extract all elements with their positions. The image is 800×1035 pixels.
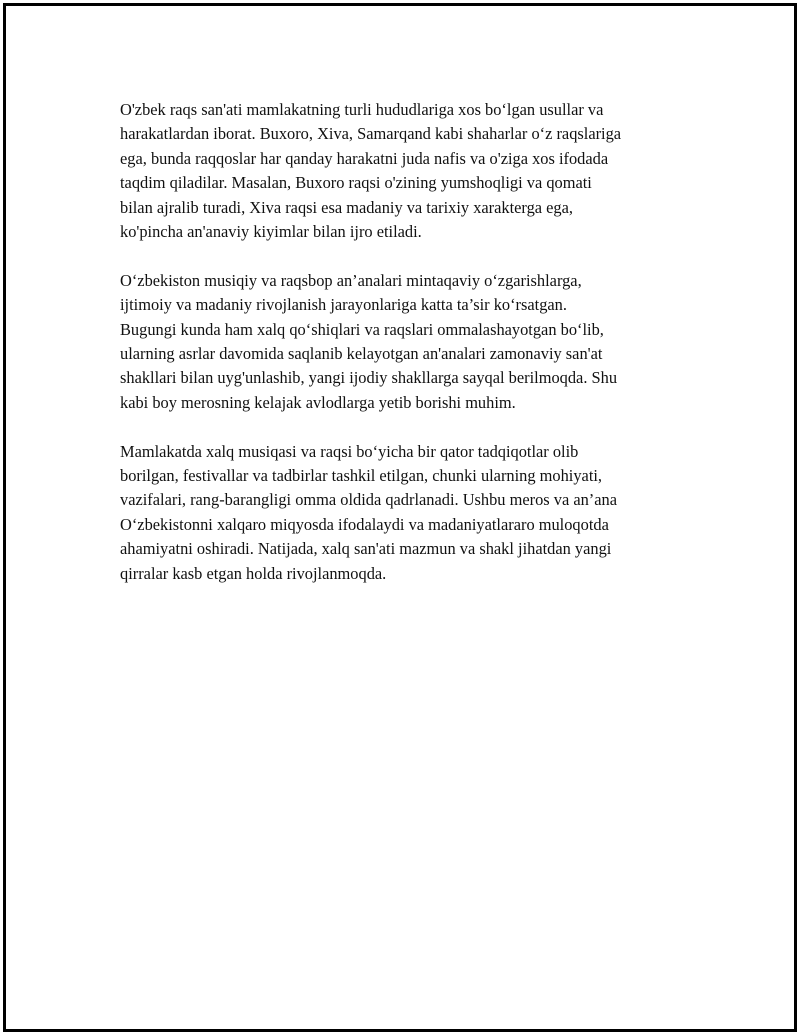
paragraph-1 [120,98,688,244]
document-body [120,98,688,610]
document-page [3,3,797,1032]
paragraph-line: bilan ajralib turadi, Xiva raqsi esa madaniy va tarixiy xarakterga ega, [120,197,573,217]
paragraph-line: qirralar kasb etgan holda rivojlanmoqda. [120,563,387,583]
paragraph-line: taqdim qiladilar. Masalan, Buxoro raqsi o'zining yumshoqligi va qomati [120,173,592,193]
paragraph-3 [120,440,688,586]
paragraph-line: Bugungi kunda ham xalq qo‘shiqlari va raqslari ommalashayotgan bo‘lib, [120,319,604,339]
paragraph-line: borilgan, festivallar va tadbirlar tashkil etilgan, chunki ularning mohiyati, [120,466,603,486]
paragraph-line: ko'pincha an'anaviy kiyimlar bilan ijro etiladi. [120,222,422,242]
paragraph-line: ahamiyatni oshiradi. Natijada, xalq san'ati mazmun va shakl jihatdan yangi [120,539,612,559]
paragraph-line: O‘zbekistonni xalqaro miqyosda ifodalaydi va madaniyatlararo muloqotda [120,514,609,534]
paragraph-line: O'zbek raqs san'ati mamlakatning turli hududlariga xos bo‘lgan usullar va [120,100,604,119]
paragraph-line: ijtimoiy va madaniy rivojlanish jarayonlariga katta ta’sir ko‘rsatgan. [120,295,567,315]
paragraph-line: kabi boy merosning kelajak avlodlarga yetib borishi muhim. [120,392,516,412]
paragraph-line: ularning asrlar davomida saqlanib kelayotgan an'analari zamonaviy san'at [120,344,603,364]
paragraph-2 [120,269,688,415]
paragraph-line: O‘zbekiston musiqiy va raqsbop an’analari mintaqaviy o‘zgarishlarga, [120,270,582,290]
paragraph-line: ega, bunda raqqoslar har qanday harakatni juda nafis va o'ziga xos ifodada [120,148,609,168]
paragraph-line: Mamlakatda xalq musiqasi va raqsi bo‘yicha bir qator tadqiqotlar olib [120,441,579,461]
paragraph-line: harakatlardan iborat. Buxoro, Xiva, Samarqand kabi shaharlar o‘z raqslariga [120,124,622,144]
paragraph-line: vazifalari, rang-barangligi omma oldida qadrlanadi. Ushbu meros va an’ana [120,490,617,510]
paragraph-line: shakllari bilan uyg'unlashib, yangi ijodiy shakllarga sayqal berilmoqda. Shu [120,368,618,388]
